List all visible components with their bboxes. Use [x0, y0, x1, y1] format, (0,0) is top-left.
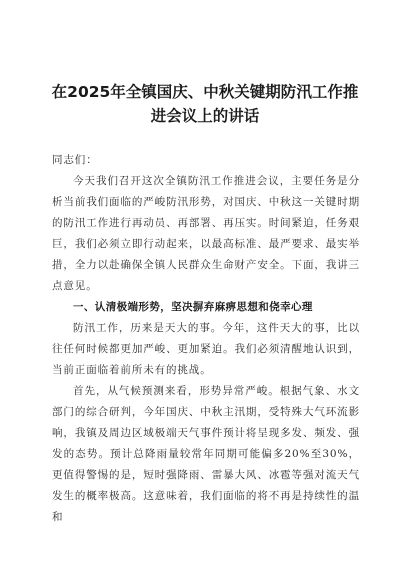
document-body: [52, 150, 360, 528]
greeting: 同志们：: [52, 154, 98, 166]
paragraph-3: 首先，从气候预测来看，形势异常严峻。根据气象、水文部门的综合研判，今年国庆、中秋主汛期，受特殊大气环流影响，我镇及周边区域极端天气事件预计将呈现多发、频发、强发的态势。预计总降雨量较常年同期可能偏多20%至30%，更值得警惕的是，短时强降雨、雷暴大风、冰雹等强对流天气发生的概率极高。这意味着，我们面临的将不再是持续性的温和: [52, 385, 360, 523]
document-title: [40, 80, 370, 128]
document-title-line1: 在2025年全镇国庆、中秋关键期防汛工作推: [51, 83, 359, 101]
section-heading-1: 一、认清极端形势，坚决摒弃麻痹思想和侥幸心理: [73, 301, 313, 313]
paragraph-intro: 今天我们召开这次全镇防汛工作推进会议，主要任务是分析当前我们面临的严峻防汛形势，对国庆、中秋这一关键时期的防汛工作进行再动员、再部署、再压实。时间紧迫，任务艰巨，我们必须立即行动起来，以最高标准、最严要求、最实举措，全力以赴确保全镇人民群众生命财产安全。下面，我讲三点意见。: [52, 175, 360, 292]
paragraph-2: 防汛工作，历来是天大的事。今年，这件天大的事，比以往任何时候都更加严峻、更加紧迫。我们必须清醒地认识到，当前正面临着前所未有的挑战。: [52, 322, 360, 376]
document-title-line2: 进会议上的讲话: [150, 107, 260, 125]
